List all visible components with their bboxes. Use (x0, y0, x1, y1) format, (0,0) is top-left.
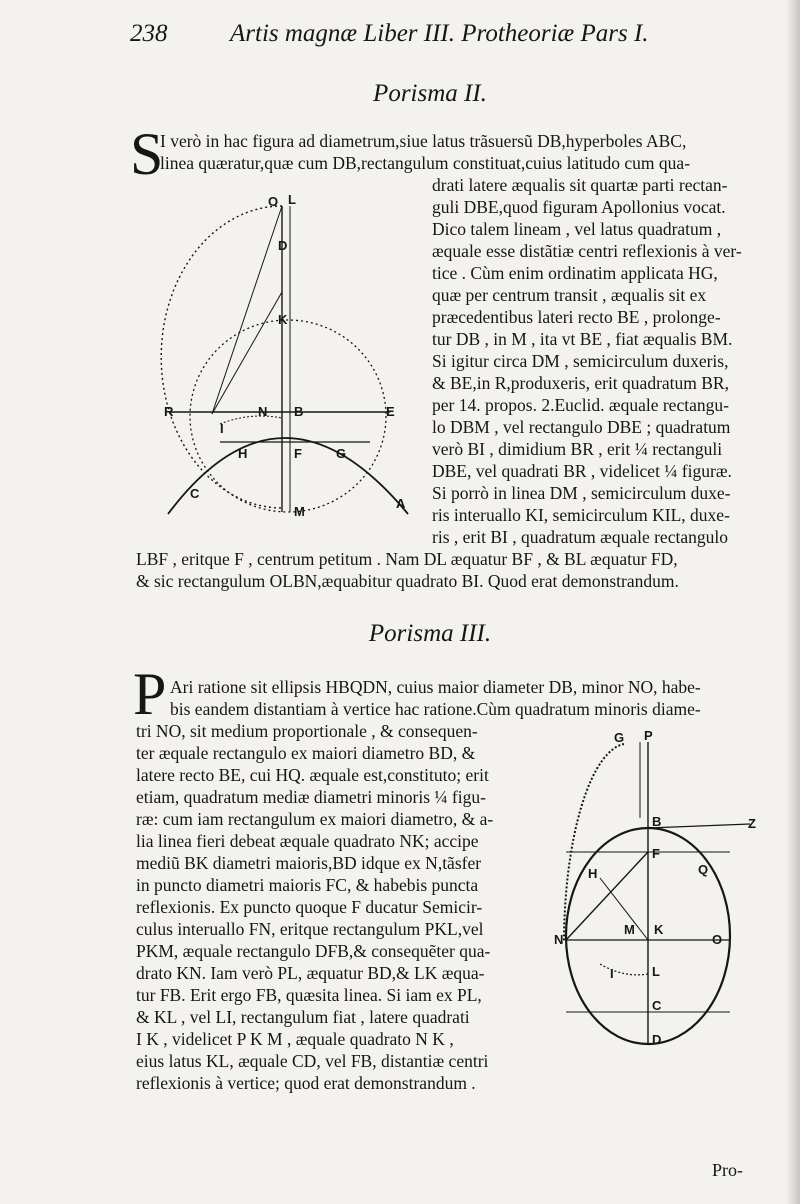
text-line: Si porrò in linea DM , semicirculum duxe- (432, 483, 731, 503)
text-line: I K , videlicet P K M , æquale quadrato N K , (136, 1029, 454, 1049)
text-line: I verò in hac figura ad diametrum,siue latus trãsuersũ DB,hyperboles ABC, (160, 131, 687, 151)
text-line: tur FB. Erit ergo FB, quæsita linea. Si iam ex PL, (136, 985, 482, 1005)
figure-label: G (614, 730, 625, 745)
text-line: drati latere æqualis sit quartæ parti rectan- (432, 175, 728, 195)
figure-label: M (294, 504, 305, 519)
text-line: guli DBE,quod figuram Apollonius vocat. (432, 197, 726, 217)
figure-label: I (220, 421, 224, 436)
figure-label: C (190, 486, 200, 501)
text-line: LBF , eritque F , centrum petitum . Nam DL æquatur BF , & BL æquatur FD, (136, 549, 678, 569)
text-line: ris interuallo KI, semicirculum KIL, duxe- (432, 505, 730, 525)
figure-label: L (288, 192, 296, 207)
text-line: drato KN. Iam verò PL, æquatur BD,& LK æqua- (136, 963, 485, 983)
running-title: Artis magnæ Liber III. Protheoriæ Pars I. (230, 20, 649, 47)
text-line: & sic rectangulum OLBN,æquabitur quadrato BI. Quod erat demonstrandum. (136, 571, 679, 591)
text-line: verò BI , dimidium BR , erit ¼ rectanguli (432, 439, 723, 459)
porisma-3-heading: Porisma III. (368, 620, 492, 647)
text-line: ris , erit BI , quadratum æquale rectangulo (432, 527, 728, 547)
figure-label: R (164, 404, 174, 419)
text-line: reflexionis à vertice; quod erat demonstrandum . (136, 1073, 476, 1093)
figure-label: G (336, 446, 347, 461)
figure-label: D (278, 238, 288, 253)
text-line: tri NO, sit medium proportionale , & consequen- (136, 721, 478, 741)
text-line: latere recto BE, cui HQ. æquale est,constituto; erit (136, 765, 489, 785)
text-line: lo DBM , vel rectangulo DBE ; quadratum (432, 417, 731, 437)
figure-label: O (712, 932, 723, 947)
text-line: æquale esse distãtiæ centri reflexionis à ver- (432, 241, 742, 261)
page-edge-shadow (786, 0, 800, 1204)
text-line: DBE, vel quadrati BR , videlicet ¼ figuræ. (432, 461, 732, 481)
figure-label: F (652, 846, 660, 861)
figure-label: M (624, 922, 635, 937)
text-line: per 14. propos. 2.Euclid. æquale rectangu- (432, 395, 729, 415)
text-line: Dico talem lineam , vel latus quadratum , (432, 219, 722, 239)
text-line: lia linea fieri debeat æquale quadrato NK; accipe (136, 831, 479, 851)
running-header (130, 20, 780, 54)
figure-label: F (294, 446, 302, 461)
text-line: PKM, æquale rectangulo DFB,& consequẽter qua- (136, 941, 491, 961)
text-line: etiam, quadratum mediæ diametri minoris ¼ figu- (136, 787, 486, 807)
figure-label: P (644, 728, 653, 743)
text-line: quæ per centrum transit , æqualis sit ex (432, 285, 707, 305)
porisma-3-dropcap: P (133, 661, 167, 727)
page-number: 238 (130, 20, 168, 47)
text-line: & KL , vel LI, rectangulum fiat , latere quadrati (136, 1007, 470, 1027)
figure-label: Q (698, 862, 709, 877)
text-line: culus interuallo FN, eritque rectangulum PKL,vel (136, 919, 484, 939)
text-line: linea quæratur,quæ cum DB,rectangulum constituat,cuius latitudo cum qua- (160, 153, 691, 173)
figure-label: E (386, 404, 395, 419)
figure-label: H (238, 446, 248, 461)
text-line: reflexionis. Ex puncto quoque F ducatur Semicir- (136, 897, 483, 917)
figure-label: D (652, 1032, 662, 1047)
text-line: mediũ BK diametri maioris,BD idque ex N,tãsfer (136, 853, 482, 873)
text-line: tice . Cùm enim ordinatim applicata HG, (432, 263, 718, 283)
figure-label: I (610, 966, 614, 981)
text-line: tur DB , in M , ita vt BE , fiat æqualis BM. (432, 329, 733, 349)
figure-label: Z (748, 816, 756, 831)
figure-label: K (654, 922, 664, 937)
text-line: eius latus KL, æquale CD, vel FB, distantiæ centri (136, 1051, 489, 1071)
figure-label: A (396, 496, 406, 511)
text-line: ræ: cum iam rectangulum ex maiori diametro, & a- (136, 809, 494, 829)
figure-label: B (652, 814, 662, 829)
figure-label: N (258, 404, 268, 419)
ellipse-figure (540, 728, 780, 1058)
figure-label: L (652, 964, 660, 979)
text-line: & BE,in R,produxeris, erit quadratum BR, (432, 373, 729, 393)
figure-label: O (268, 194, 279, 209)
text-line: bis eandem distantiam à vertice hac ratione.Cùm quadratum minoris diame- (170, 699, 701, 719)
text-line: Si igitur circa DM , semicirculum duxeris, (432, 351, 729, 371)
figure-label: K (278, 312, 288, 327)
porisma-2-dropcap: S (130, 121, 164, 187)
figure-label: N (554, 932, 564, 947)
catchword: Pro- (712, 1160, 743, 1180)
text-line: ter æquale rectangulo ex maiori diametro BD, & (136, 743, 476, 763)
figure-label: B (294, 404, 304, 419)
figure-label: C (652, 998, 662, 1013)
text-line: Ari ratione sit ellipsis HBQDN, cuius maior diameter DB, minor NO, habe- (170, 677, 701, 697)
porisma-2-heading: Porisma II. (373, 80, 487, 107)
figure-label: H (588, 866, 598, 881)
text-line: in puncto diametri maioris FC, & habebis puncta (136, 875, 479, 895)
hyperbola-figure (150, 192, 430, 532)
text-line: præcedentibus lateri recto BE , prolonge- (432, 307, 721, 327)
